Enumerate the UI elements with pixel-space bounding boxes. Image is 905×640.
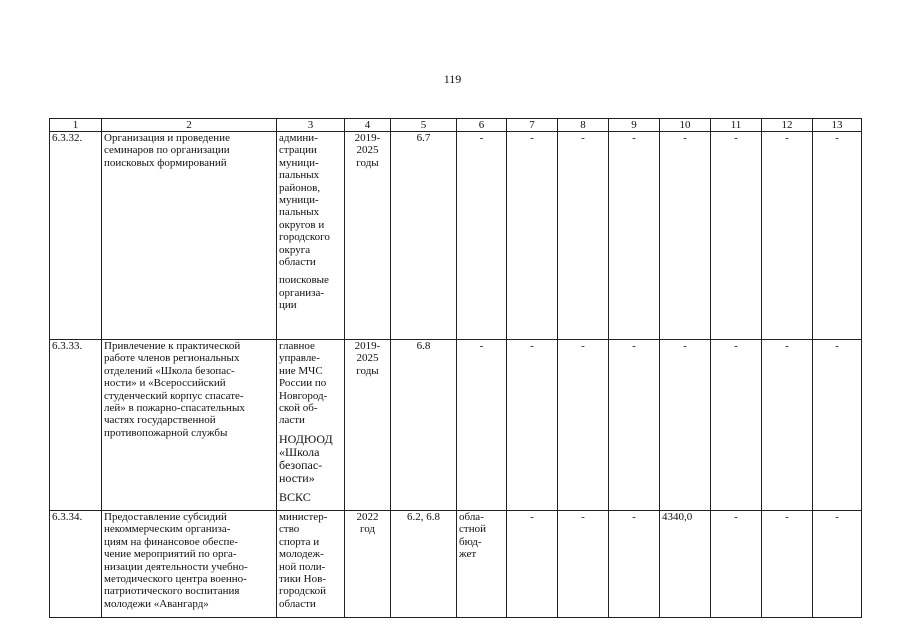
text-line: области bbox=[279, 597, 316, 610]
column-header-4: 4 bbox=[345, 119, 391, 132]
text-line: Новгород- bbox=[279, 389, 328, 402]
text-line: управле- bbox=[279, 352, 320, 365]
column-header-13: 13 bbox=[813, 119, 862, 132]
cell-12: - bbox=[762, 340, 813, 511]
column-header-3: 3 bbox=[277, 119, 345, 132]
text-line: главное bbox=[279, 340, 315, 352]
text-line: стной bbox=[459, 523, 486, 536]
row-number: 6.3.33. bbox=[50, 340, 102, 511]
text-line: ской об- bbox=[279, 402, 318, 415]
funding-source bbox=[457, 132, 507, 340]
page-number: 119 bbox=[443, 72, 462, 86]
text-line: страции bbox=[279, 144, 317, 157]
text-line: поисковых формирований bbox=[104, 156, 227, 169]
cell-7: - bbox=[507, 511, 558, 618]
table-row bbox=[50, 132, 862, 340]
cell-11: - bbox=[711, 132, 762, 340]
cell-12: - bbox=[762, 132, 813, 340]
row-number: 6.3.32. bbox=[50, 132, 102, 340]
activity-table bbox=[49, 118, 862, 618]
text-line: чение мероприятий по орга- bbox=[104, 548, 237, 561]
executors bbox=[277, 340, 345, 511]
cell-10: 4340,0 bbox=[660, 511, 711, 618]
text-line: ВСКС bbox=[279, 489, 311, 504]
activity-name bbox=[102, 511, 277, 618]
column-header-7: 7 bbox=[507, 119, 558, 132]
text-line: лей» в пожарно-спасательных bbox=[104, 402, 245, 415]
column-header-11: 11 bbox=[711, 119, 762, 132]
cell-10: - bbox=[660, 340, 711, 511]
text-line: ции bbox=[279, 299, 297, 312]
text-line: пальных bbox=[279, 169, 320, 182]
activity-name bbox=[102, 340, 277, 511]
text-line: жет bbox=[459, 548, 477, 561]
text-line: год bbox=[359, 523, 376, 536]
cell-9: - bbox=[609, 340, 660, 511]
text-line: Организация и проведение bbox=[104, 132, 230, 144]
column-header-10: 10 bbox=[660, 119, 711, 132]
activity-name bbox=[102, 132, 277, 340]
text-line: Привлечение к практической bbox=[104, 340, 241, 352]
text-line: низации деятельности учебно- bbox=[104, 560, 248, 573]
text-line: ласти bbox=[279, 414, 305, 427]
cell-9: - bbox=[609, 132, 660, 340]
cell-7: - bbox=[507, 132, 558, 340]
text-line: обла- bbox=[459, 511, 484, 523]
column-header-12: 12 bbox=[762, 119, 813, 132]
column-header-5: 5 bbox=[391, 119, 457, 132]
text-line: отделений «Школа безопас- bbox=[104, 364, 235, 377]
text-line: спорта и bbox=[279, 535, 320, 548]
column-header-2: 2 bbox=[102, 119, 277, 132]
text-line: ство bbox=[279, 523, 300, 536]
text-line: городской bbox=[279, 585, 327, 598]
period bbox=[345, 132, 391, 340]
text-line: - bbox=[479, 340, 484, 352]
cell-12: - bbox=[762, 511, 813, 618]
cell-10: - bbox=[660, 132, 711, 340]
text-line: министер- bbox=[279, 511, 328, 523]
text-line: городского bbox=[279, 231, 330, 244]
text-line: «Школа bbox=[279, 444, 320, 459]
text-line: 2025 bbox=[356, 144, 379, 157]
executors bbox=[277, 132, 345, 340]
executors bbox=[277, 511, 345, 618]
text-line: семинаров по организации bbox=[104, 144, 230, 157]
text-line: циям на финансовое обеспе- bbox=[104, 535, 238, 548]
text-line: пальных bbox=[279, 206, 320, 219]
funding-source bbox=[457, 340, 507, 511]
text-line: безопас- bbox=[279, 457, 323, 472]
text-line: муници- bbox=[279, 156, 319, 169]
text-line: ние МЧС bbox=[279, 364, 323, 377]
text-line: поисковые bbox=[279, 274, 329, 287]
row-number: 6.3.34. bbox=[50, 511, 102, 618]
text-line: студенческий корпус спасате- bbox=[104, 389, 244, 402]
table-row bbox=[50, 511, 862, 618]
cell-13: - bbox=[813, 511, 862, 618]
text-line: 2019- bbox=[354, 132, 381, 144]
text-line: ности» bbox=[279, 470, 315, 485]
target-indicator: 6.8 bbox=[391, 340, 457, 511]
text-line: округа bbox=[279, 243, 311, 256]
text-line: админи- bbox=[279, 132, 318, 144]
text-line: методического центра военно- bbox=[104, 573, 247, 586]
text-line: России по bbox=[279, 377, 327, 390]
period bbox=[345, 340, 391, 511]
text-line: районов, bbox=[279, 181, 321, 194]
text-line: Предоставление субсидий bbox=[104, 511, 227, 523]
period bbox=[345, 511, 391, 618]
cell-8: - bbox=[558, 340, 609, 511]
text-line: 2022 bbox=[356, 511, 379, 523]
text-line: тики Нов- bbox=[279, 573, 326, 586]
cell-7: - bbox=[507, 340, 558, 511]
text-line: муници- bbox=[279, 194, 319, 207]
text-line: 2019- bbox=[354, 340, 381, 352]
cell-13: - bbox=[813, 132, 862, 340]
text-line: патриотического воспитания bbox=[104, 585, 240, 598]
target-indicator: 6.7 bbox=[391, 132, 457, 340]
column-header-1: 1 bbox=[50, 119, 102, 132]
cell-8: - bbox=[558, 511, 609, 618]
column-header-8: 8 bbox=[558, 119, 609, 132]
text-line: молодежи «Авангард» bbox=[104, 597, 209, 610]
text-line: бюд- bbox=[459, 535, 482, 548]
cell-13: - bbox=[813, 340, 862, 511]
table-row bbox=[50, 340, 862, 511]
text-line: годы bbox=[356, 364, 379, 377]
column-header-9: 9 bbox=[609, 119, 660, 132]
text-line: округов и bbox=[279, 218, 325, 231]
target-indicator: 6.2, 6.8 bbox=[391, 511, 457, 618]
cell-9: - bbox=[609, 511, 660, 618]
text-line: 2025 bbox=[356, 352, 379, 365]
column-header-6: 6 bbox=[457, 119, 507, 132]
text-line: ности» и «Всероссийский bbox=[104, 377, 226, 390]
text-line: области bbox=[279, 256, 316, 269]
cell-11: - bbox=[711, 340, 762, 511]
cell-8: - bbox=[558, 132, 609, 340]
text-line: организа- bbox=[279, 286, 325, 299]
text-line: некоммерческим организа- bbox=[104, 523, 231, 536]
text-line: годы bbox=[356, 156, 379, 169]
header-row bbox=[50, 119, 862, 132]
text-line: частях государственной bbox=[104, 414, 216, 427]
text-line: работе членов региональных bbox=[104, 352, 240, 365]
funding-source bbox=[457, 511, 507, 618]
text-line: - bbox=[479, 132, 484, 144]
text-line: молодеж- bbox=[279, 548, 324, 561]
text-line: противопожарной службы bbox=[104, 426, 228, 439]
cell-11: - bbox=[711, 511, 762, 618]
text-line: НОДЮОД bbox=[279, 431, 333, 446]
text-line: ной поли- bbox=[279, 560, 326, 573]
